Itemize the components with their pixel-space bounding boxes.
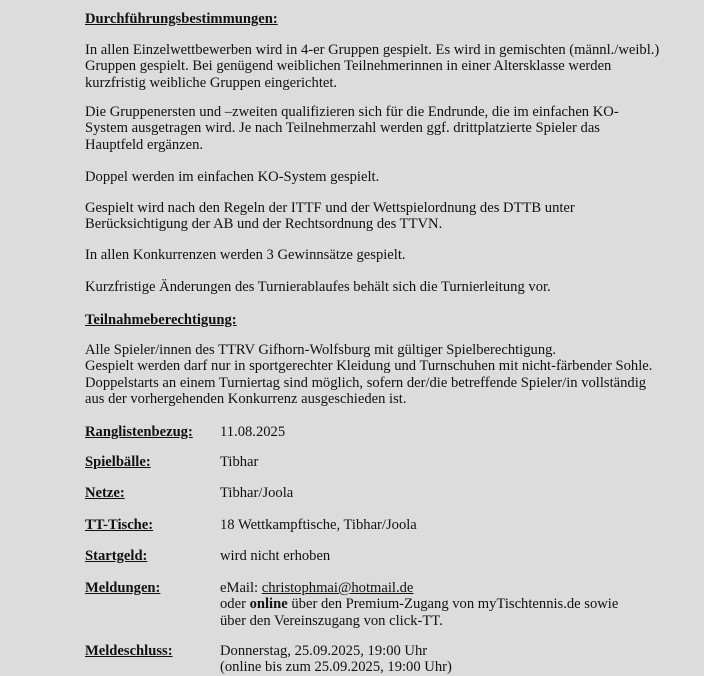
- online-rest: über den Premium-Zugang von myTischtennis.de sowie: [287, 596, 619, 613]
- paragraph-endrunde: [85, 104, 685, 153]
- paragraph-line: Gespielt wird nach den Regeln der ITTF und der Wettspielordnung des DTTB unter: [85, 200, 575, 216]
- paragraph-line: Doppelstarts an einem Turniertag sind möglich, sofern der/die betreffende Spieler/in vollständig: [85, 374, 647, 391]
- label-ranglistenbezug: Ranglistenbezug:: [85, 424, 193, 440]
- heading-durchfuehrungsbestimmungen: Durchführungsbestimmungen:: [85, 11, 278, 27]
- paragraph-line: In allen Konkurrenzen werden 3 Gewinnsätze gespielt.: [85, 247, 406, 263]
- label-tt-tische: TT-Tische:: [85, 517, 154, 533]
- paragraph-line: In allen Einzelwettbewerben wird in 4-er Gruppen gespielt. Es wird in gemischten (männl./weibl.): [85, 42, 660, 58]
- value-tt-tische: 18 Wettkampftische, Tibhar/Joola: [220, 517, 417, 533]
- paragraph-line: kurzfristig weibliche Gruppen eingerichtet.: [85, 74, 338, 91]
- paragraph-teilnahme: [85, 342, 685, 407]
- paragraph-regeln: [85, 200, 685, 233]
- paragraph-line: Doppel werden im einfachen KO-System gespielt.: [85, 169, 380, 185]
- paragraph-aenderungen: [85, 279, 685, 295]
- meldungen-click-tt-line: über den Vereinszugang von click-TT.: [220, 612, 443, 629]
- paragraph-line: Gruppen gespielt. Bei genügend weiblichen Teilnehmerinnen in einer Altersklasse werden: [85, 58, 612, 75]
- label-startgeld: Startgeld:: [85, 548, 148, 564]
- email-prefix: eMail:: [220, 580, 262, 596]
- paragraph-line: Kurzfristige Änderungen des Turnierablaufes behält sich die Turnierleitung vor.: [85, 279, 551, 295]
- value-meldeschluss: [220, 643, 452, 676]
- meldeschluss-line2: (online bis zum 25.09.2025, 19:00 Uhr): [220, 659, 452, 676]
- meldungen-email-line: [220, 580, 618, 596]
- online-prefix: oder: [220, 596, 250, 613]
- value-meldungen: [220, 580, 618, 629]
- label-spielbaelle: Spielbälle:: [85, 454, 151, 470]
- paragraph-gewinnsaetze: [85, 247, 685, 263]
- meldeschluss-line1: Donnerstag, 25.09.2025, 19:00 Uhr: [220, 643, 428, 659]
- online-bold: online: [249, 596, 288, 613]
- paragraph-line: Berücksichtigung der AB und der Rechtsordnung des TTVN.: [85, 216, 443, 233]
- value-spielbaelle: Tibhar: [220, 454, 259, 470]
- email-link[interactable]: christophmai@hotmail.de: [261, 580, 414, 596]
- paragraph-line: Alle Spieler/innen des TTRV Gifhorn-Wolfsburg mit gültiger Spielberechtigung.: [85, 342, 557, 358]
- meldungen-online-line: [220, 596, 618, 612]
- label-netze: Netze:: [85, 485, 125, 501]
- paragraph-gruppen: [85, 42, 685, 91]
- value-startgeld: wird nicht erhoben: [220, 548, 331, 564]
- heading-teilnahmeberechtigung: Teilnahmeberechtigung:: [85, 312, 237, 328]
- paragraph-line: Die Gruppenersten und –zweiten qualifizieren sich für die Endrunde, die im einfachen KO-: [85, 104, 619, 120]
- value-ranglistenbezug: 11.08.2025: [220, 424, 286, 440]
- paragraph-line: aus der vorhergehenden Konkurrenz ausgeschieden ist.: [85, 390, 407, 407]
- paragraph-line: Gespielt werden darf nur in sportgerechter Kleidung und Turnschuhen mit nicht-färbender Sohle.: [85, 358, 653, 375]
- value-netze: Tibhar/Joola: [220, 485, 294, 501]
- paragraph-line: System ausgetragen wird. Je nach Teilnehmerzahl werden ggf. drittplatzierte Spieler das: [85, 120, 600, 137]
- label-meldeschluss: Meldeschluss:: [85, 643, 173, 659]
- paragraph-line: Hauptfeld ergänzen.: [85, 136, 204, 153]
- label-meldungen: Meldungen:: [85, 580, 161, 596]
- paragraph-doppel: [85, 169, 685, 185]
